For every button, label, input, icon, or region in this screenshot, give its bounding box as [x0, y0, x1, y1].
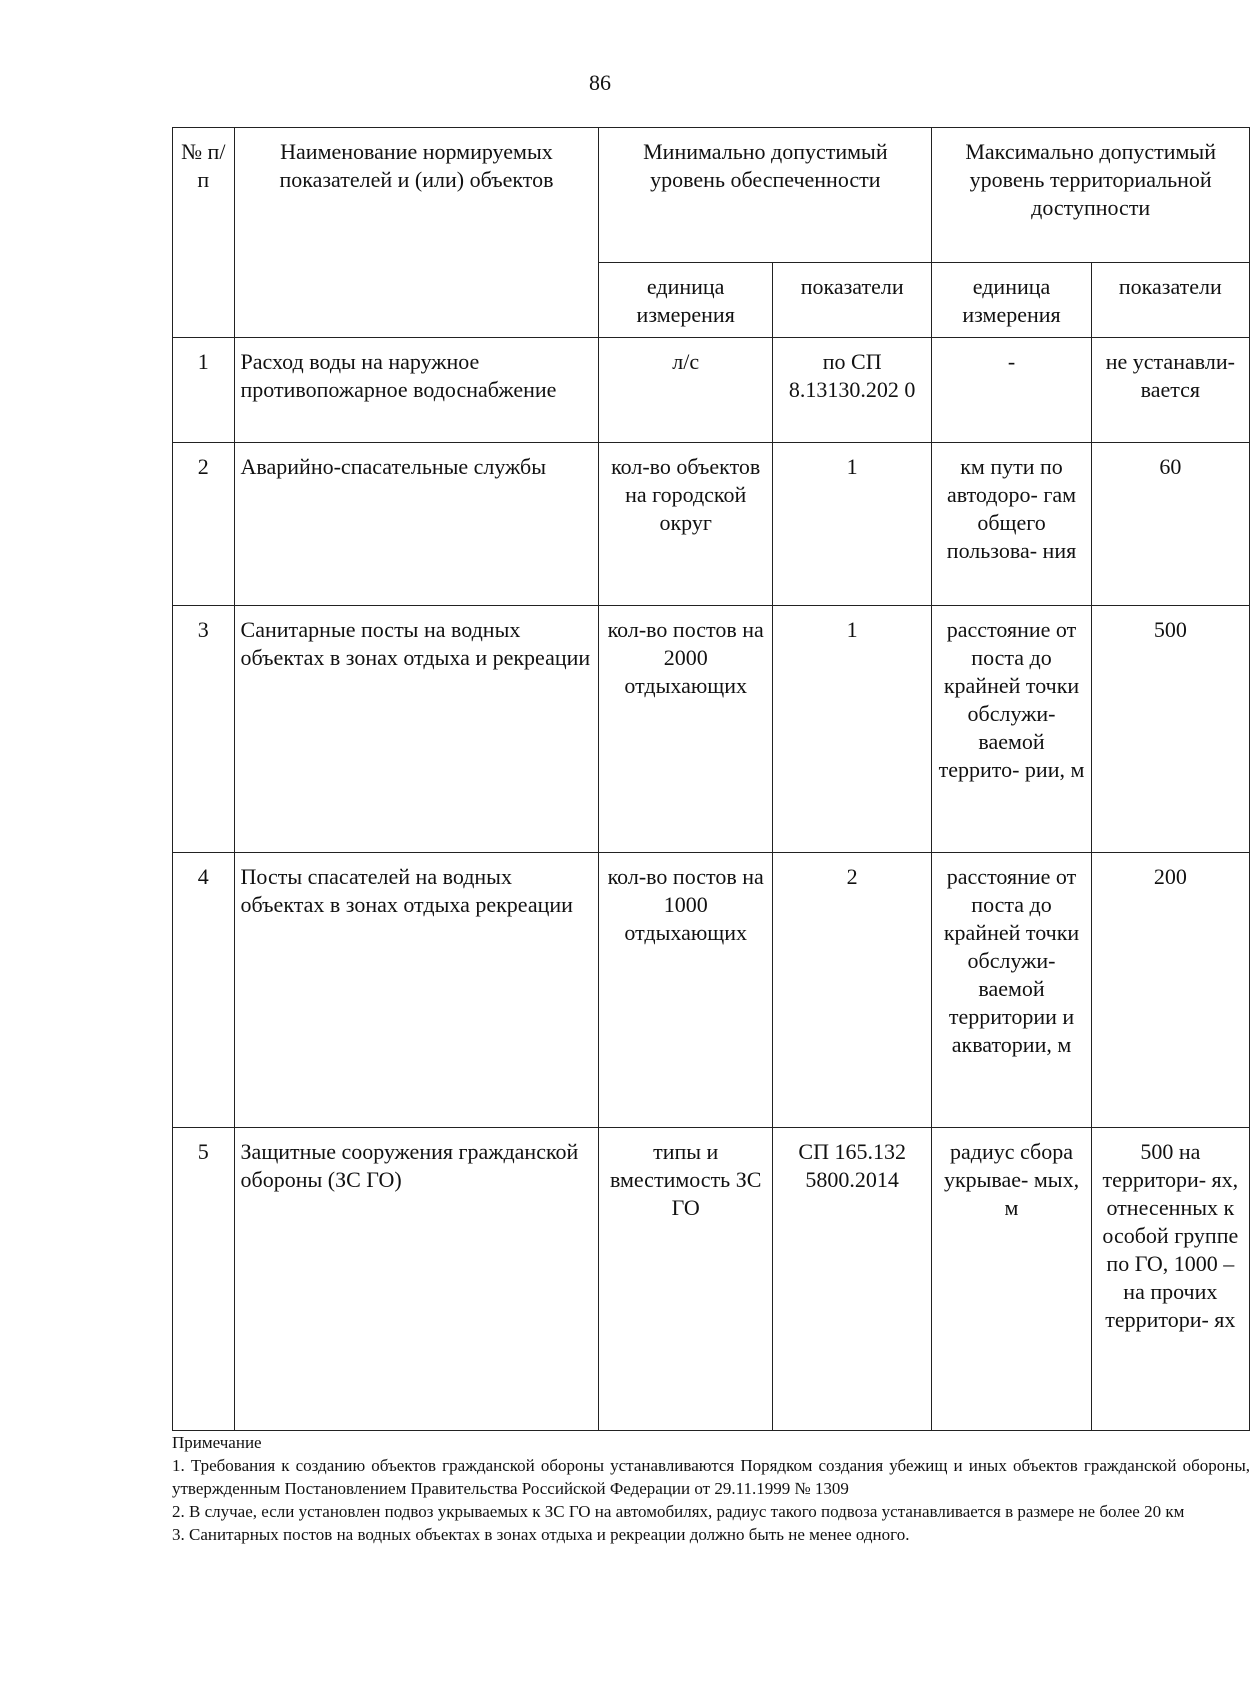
table-row [173, 443, 1250, 606]
cell-name: Защитные сооружения гражданской обороны (ЗС ГО) [234, 1128, 599, 1431]
table-row [173, 606, 1250, 853]
table-row [173, 338, 1250, 443]
cell-min-unit: кол-во постов на 1000 отдыхающих [599, 853, 773, 1128]
page-number: 86 [589, 70, 611, 95]
table-header-row [173, 128, 1250, 263]
cell-max-value: 500 [1091, 606, 1249, 853]
table-row [173, 1128, 1250, 1431]
cell-num: 5 [173, 1128, 235, 1431]
table-row [173, 853, 1250, 1128]
cell-min-unit: кол-во постов на 2000 отдыхающих [599, 606, 773, 853]
header-name: Наименование нормируемых показателей и (или) объектов [234, 128, 599, 338]
cell-num: 3 [173, 606, 235, 853]
header-max-value: показатели [1091, 263, 1249, 338]
cell-max-value: 500 на территори- ях, отнесенных к особой группе по ГО, 1000 – на прочих территори- ях [1091, 1128, 1249, 1431]
note-item: 1. Требования к созданию объектов гражданской обороны устанавливаются Порядком создания убежищ и иных объектов гражданской обороны, утвержденным Постановлением Правительства Российской Федерации от 29.11.1999 № 1309 [172, 1456, 1250, 1498]
cell-num: 2 [173, 443, 235, 606]
cell-num: 4 [173, 853, 235, 1128]
header-min-value: показатели [773, 263, 932, 338]
cell-min-unit: типы и вместимость ЗС ГО [599, 1128, 773, 1431]
notes-block [172, 1431, 1250, 1546]
cell-min-value: 2 [773, 853, 932, 1128]
note-item: 2. В случае, если установлен подвоз укрываемых к ЗС ГО на автомобилях, радиус такого подвоза устанавливается в размере не более 20 км [172, 1502, 1185, 1521]
cell-min-unit: л/с [599, 338, 773, 443]
header-min-level: Минимально допустимый уровень обеспеченности [599, 128, 932, 263]
cell-max-value: не устанавли- вается [1091, 338, 1249, 443]
cell-max-unit: радиус сбора укрывае- мых, м [932, 1128, 1091, 1431]
cell-name: Расход воды на наружное противопожарное водоснабжение [234, 338, 599, 443]
cell-name: Санитарные посты на водных объектах в зонах отдыха и рекреации [234, 606, 599, 853]
cell-max-value: 200 [1091, 853, 1249, 1128]
cell-min-unit: кол-во объектов на городской округ [599, 443, 773, 606]
cell-min-value: 1 [773, 443, 932, 606]
header-min-unit: единица измерения [599, 263, 773, 338]
cell-min-value: по СП 8.13130.202 0 [773, 338, 932, 443]
note-item: 3. Санитарных постов на водных объектах в зонах отдыха и рекреации должно быть не менее одного. [172, 1525, 910, 1544]
header-max-unit: единица измерения [932, 263, 1091, 338]
cell-max-unit: расстояние от поста до крайней точки обслужи- ваемой террито- рии, м [932, 606, 1091, 853]
cell-num: 1 [173, 338, 235, 443]
norms-table [172, 127, 1250, 1431]
cell-max-unit: км пути по автодоро- гам общего пользова- ния [932, 443, 1091, 606]
cell-name: Аварийно-спасательные службы [234, 443, 599, 606]
header-max-level: Максимально допустимый уровень территориальной доступности [932, 128, 1250, 263]
header-num: № п/п [173, 128, 235, 338]
cell-min-value: СП 165.132 5800.2014 [773, 1128, 932, 1431]
cell-name: Посты спасателей на водных объектах в зонах отдыха рекреации [234, 853, 599, 1128]
notes-title: Примечание [172, 1433, 262, 1452]
cell-min-value: 1 [773, 606, 932, 853]
cell-max-value: 60 [1091, 443, 1249, 606]
cell-max-unit: - [932, 338, 1091, 443]
cell-max-unit: расстояние от поста до крайней точки обслужи- ваемой территории и акватории, м [932, 853, 1091, 1128]
